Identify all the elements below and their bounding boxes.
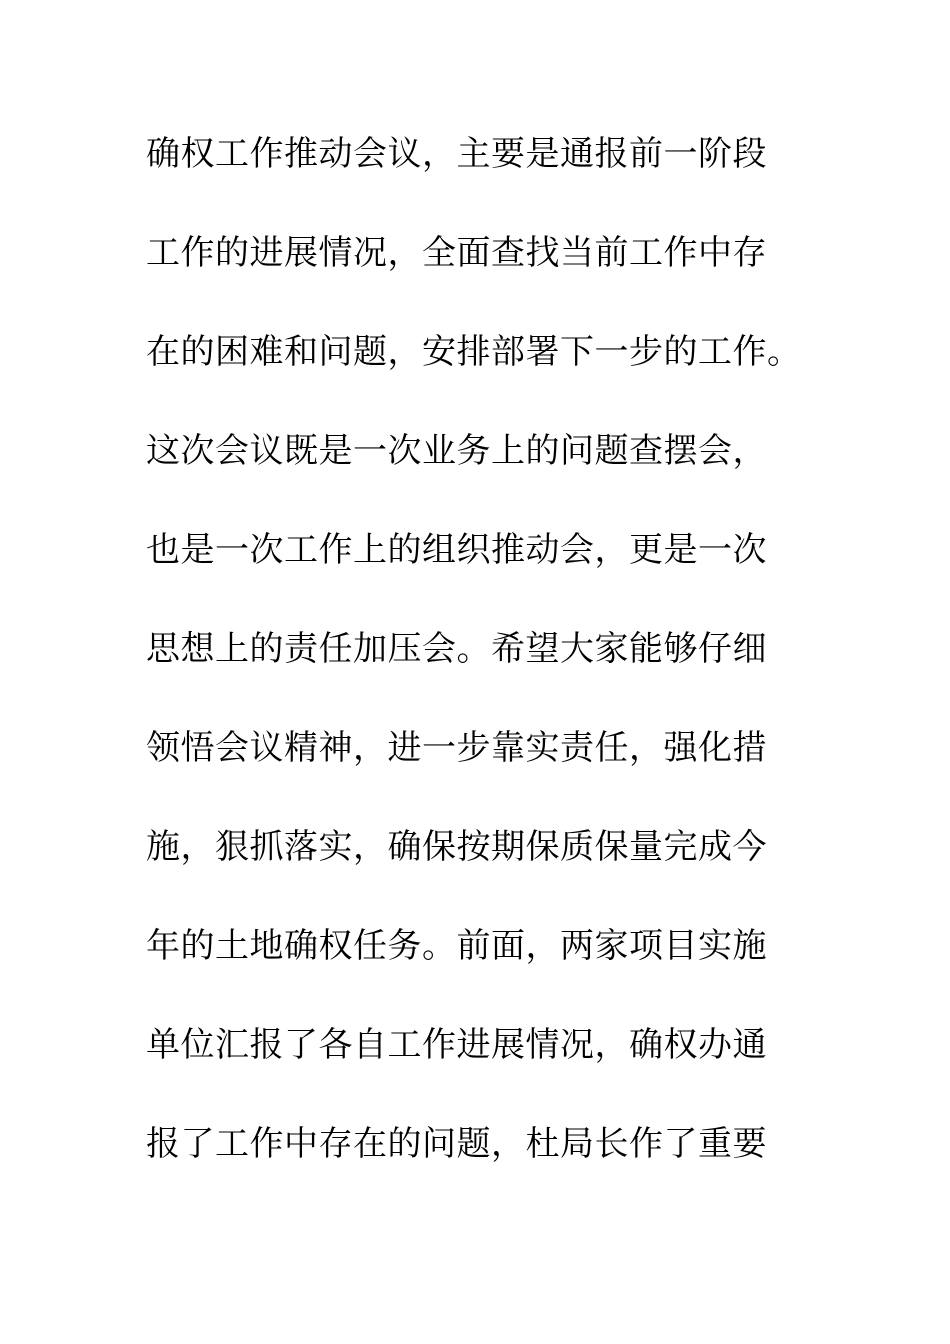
text-line: 单位汇报了各自工作进展情况，确权办通 bbox=[146, 1025, 767, 1065]
text-line: 在的困难和问题，安排部署下一步的工作。 bbox=[146, 332, 802, 372]
text-line: 报了工作中存在的问题，杜局长作了重要 bbox=[146, 1124, 767, 1164]
text-line: 确权工作推动会议，主要是通报前一阶段 bbox=[146, 134, 767, 174]
text-line: 也是一次工作上的组织推动会，更是一次 bbox=[146, 530, 767, 570]
text-line: 思想上的责任加压会。希望大家能够仔细 bbox=[146, 629, 767, 669]
text-line: 工作的进展情况，全面查找当前工作中存 bbox=[146, 233, 767, 273]
text-line: 领悟会议精神，进一步靠实责任，强化措 bbox=[146, 728, 767, 768]
text-line: 这次会议既是一次业务上的问题查摆会， bbox=[146, 431, 767, 471]
text-line: 施，狠抓落实，确保按期保质保量完成今 bbox=[146, 827, 767, 867]
body-text bbox=[146, 126, 826, 1215]
text-line: 年的土地确权任务。前面，两家项目实施 bbox=[146, 926, 767, 966]
